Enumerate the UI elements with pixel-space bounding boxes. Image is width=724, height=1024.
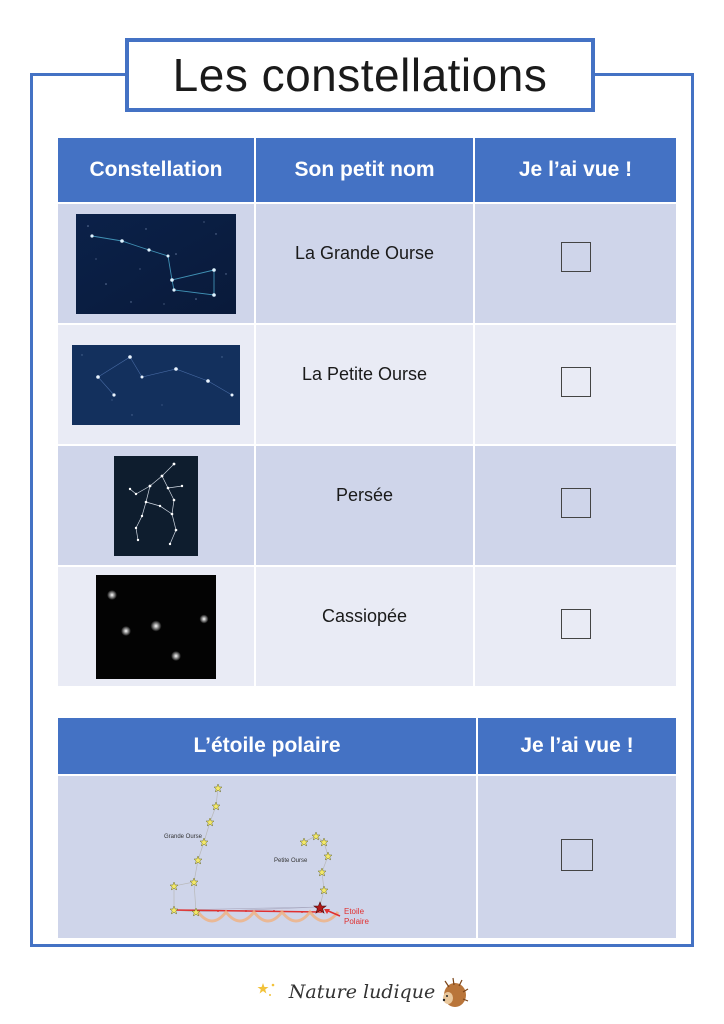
polaris-header-row — [57, 717, 677, 775]
brand-name: Nature ludique — [288, 981, 436, 1003]
constellation-name: La Petite Ourse — [301, 364, 428, 384]
hedgehog-icon — [439, 975, 469, 1009]
title-box — [125, 38, 595, 112]
persee-image — [57, 445, 255, 566]
seen-checkbox-cassiopee[interactable] — [561, 609, 591, 639]
header-nickname: Son petit nom — [255, 137, 474, 203]
page-title: Les constellations — [172, 49, 548, 101]
label-polaire: Polaire — [344, 917, 369, 926]
polaris-diagram-cell — [57, 775, 477, 939]
constellation-name: La Grande Ourse — [294, 243, 435, 263]
seen-checkbox-grande-ourse[interactable] — [561, 242, 591, 272]
table-row — [57, 445, 677, 566]
table-row — [57, 566, 677, 687]
table-row — [57, 203, 677, 324]
header-polaris-seen: Je l’ai vue ! — [477, 717, 677, 775]
seen-checkbox-polaris[interactable] — [561, 839, 593, 871]
constellation-name: Persée — [335, 485, 394, 505]
polaris-diagram — [58, 776, 478, 938]
table-row — [57, 324, 677, 445]
label-petite-ourse: Petite Ourse — [274, 858, 308, 864]
cassiopee-image — [57, 566, 255, 687]
table-row — [57, 775, 677, 939]
header-constellation: Constellation — [57, 137, 255, 203]
header-seen: Je l’ai vue ! — [474, 137, 677, 203]
grande-ourse-image — [57, 203, 255, 324]
label-etoile: Etoile — [344, 907, 365, 916]
polaris-table — [56, 716, 678, 940]
header-polaris: L’étoile polaire — [57, 717, 477, 775]
sparkle-icon — [255, 981, 281, 1003]
footer — [0, 970, 724, 1014]
table-header-row — [57, 137, 677, 203]
constellation-name: Cassiopée — [321, 606, 408, 626]
label-grande-ourse: Grande Ourse — [164, 834, 203, 840]
seen-checkbox-petite-ourse[interactable] — [561, 367, 591, 397]
constellations-table — [56, 136, 678, 688]
seen-checkbox-persee[interactable] — [561, 488, 591, 518]
petite-ourse-image — [57, 324, 255, 445]
